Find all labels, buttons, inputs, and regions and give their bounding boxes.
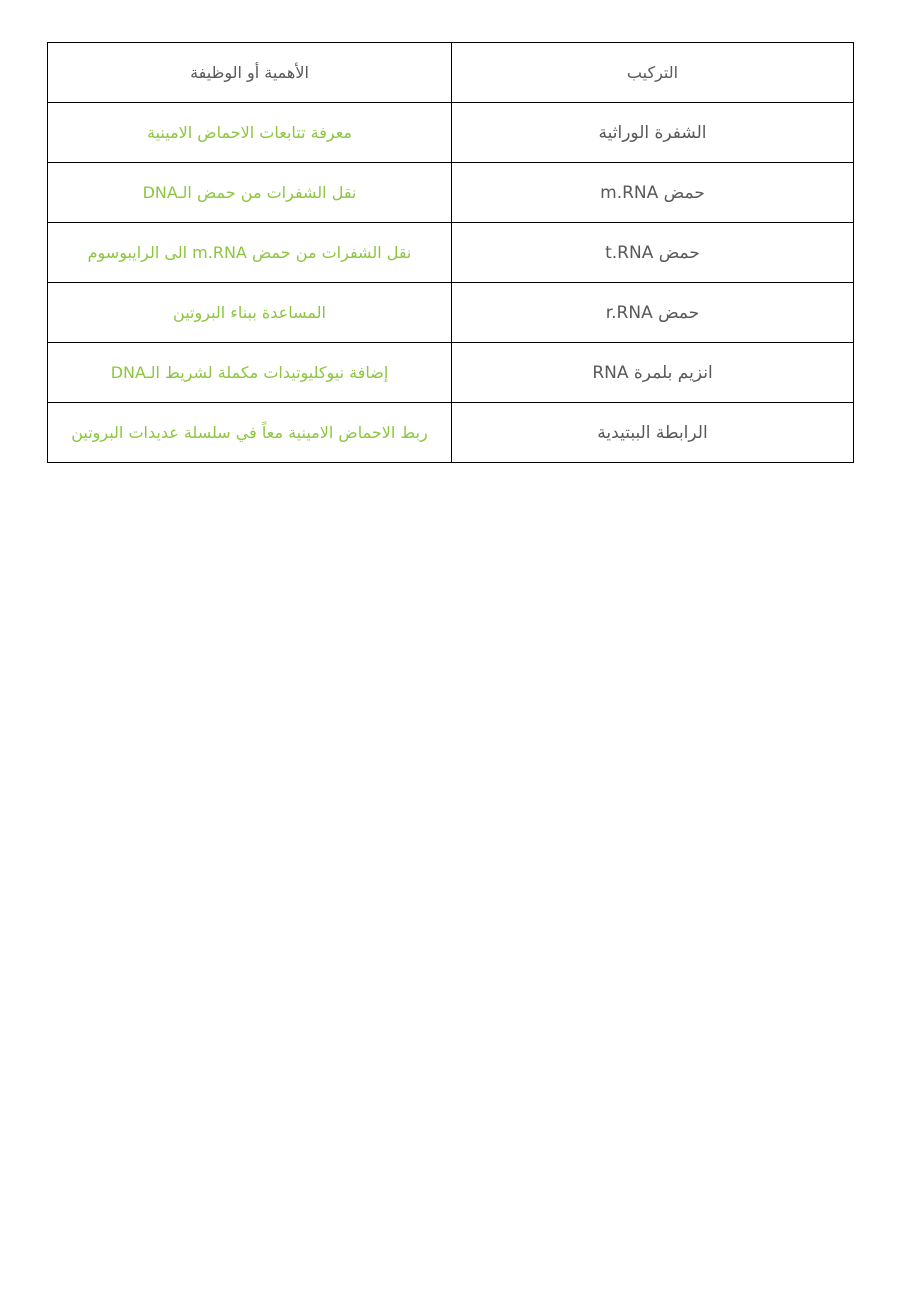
table-row [48, 343, 854, 403]
structure-cell: الشفرة الوراثية [452, 103, 854, 163]
table-row [48, 403, 854, 463]
function-cell: إضافة نيوكليوتيدات مكملة لشريط الـDNA [48, 343, 452, 403]
table-row [48, 283, 854, 343]
function-cell: نقل الشفرات من حمض m.RNA الى الرايبوسوم [48, 223, 452, 283]
structure-cell: الرابطة الببتيدية [452, 403, 854, 463]
structure-function-table [47, 42, 854, 463]
header-function: الأهمية أو الوظيفة [48, 43, 452, 103]
table-header-row [48, 43, 854, 103]
function-cell: المساعدة ببناء البروتين [48, 283, 452, 343]
function-cell: نقل الشفرات من حمض الـDNA [48, 163, 452, 223]
function-cell: ربط الاحماض الامينية معاً في سلسلة عديدات البروتين [48, 403, 452, 463]
table-row [48, 223, 854, 283]
structure-cell: حمض t.RNA [452, 223, 854, 283]
header-structure: التركيب [452, 43, 854, 103]
structure-cell: حمض m.RNA [452, 163, 854, 223]
table-row [48, 163, 854, 223]
function-cell: معرفة تتابعات الاحماض الامينية [48, 103, 452, 163]
structure-cell: انزيم بلمرة RNA [452, 343, 854, 403]
table-row [48, 103, 854, 163]
structure-cell: حمض r.RNA [452, 283, 854, 343]
